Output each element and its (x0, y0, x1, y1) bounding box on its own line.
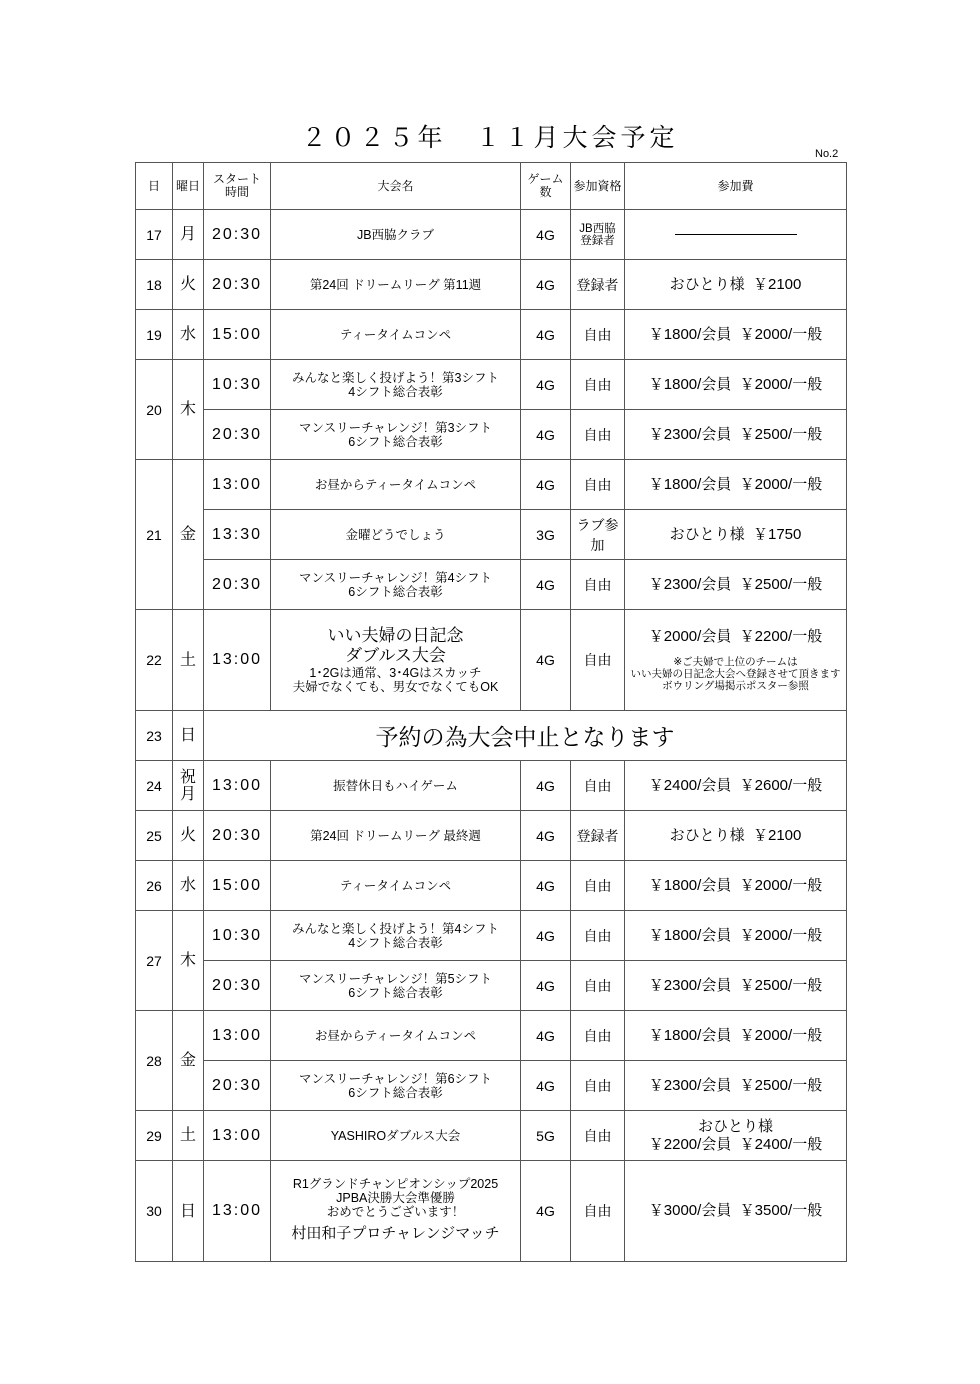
qualification: JB西脇 登録者 (571, 210, 625, 260)
game-count: 4G (521, 410, 571, 460)
header-day: 日 (136, 163, 173, 210)
qualification: 自由 (571, 310, 625, 360)
table-row (136, 360, 847, 410)
day-cell: 22 (136, 610, 173, 711)
event-name-line: マンスリーチャレンジ！第5シフト (298, 971, 493, 986)
header-name: 大会名 (271, 163, 521, 210)
weekday-cell: 水 (173, 310, 204, 360)
event-name-line: 6シフト総合表彰 (348, 434, 443, 449)
start-time: 20:30 (204, 560, 271, 610)
day-cell: 24 (136, 761, 173, 811)
table-row (136, 410, 847, 460)
fee-line: おひとり様 (697, 1117, 773, 1135)
day-cell: 30 (136, 1161, 173, 1262)
table-row (136, 210, 847, 260)
event-name-line: 振替休日もハイゲーム (333, 778, 458, 793)
start-time: 13:00 (204, 1011, 271, 1061)
header-games: ゲーム 数 (521, 163, 571, 210)
start-time: 10:30 (204, 360, 271, 410)
start-time: 20:30 (204, 1061, 271, 1111)
event-name-line: ダブルス大会 (345, 646, 446, 665)
qualification: 自由 (571, 911, 625, 961)
event-name-line: 4シフト総合表彰 (348, 384, 443, 399)
qualification: ラブ参加 (571, 510, 625, 560)
day-cell: 27 (136, 911, 173, 1011)
table-row (136, 510, 847, 560)
entry-fee (625, 1111, 847, 1161)
fee-line: ￥1800/会員 ￥2000/一般 (648, 475, 823, 493)
qualification: 自由 (571, 1111, 625, 1161)
event-name-line: お昼からティータイムコンペ (314, 1028, 477, 1043)
table-row (136, 260, 847, 310)
qualification: 自由 (571, 610, 625, 711)
entry-fee (625, 861, 847, 911)
entry-fee (625, 310, 847, 360)
fee-line: ￥1800/会員 ￥2000/一般 (648, 876, 823, 894)
start-time: 13:00 (204, 460, 271, 510)
entry-fee (625, 510, 847, 560)
table-row (136, 560, 847, 610)
day-cell: 20 (136, 360, 173, 460)
start-time: 13:30 (204, 510, 271, 560)
event-name (271, 961, 521, 1011)
fee-line: ￥3000/会員 ￥3500/一般 (648, 1202, 823, 1219)
event-name-line: マンスリーチャレンジ！第3シフト (298, 420, 493, 435)
event-name-line: ティータイムコンペ (339, 327, 452, 342)
day-cell: 21 (136, 460, 173, 610)
qualification: 自由 (571, 761, 625, 811)
start-time: 20:30 (204, 210, 271, 260)
event-name (271, 1061, 521, 1111)
event-name (271, 610, 521, 711)
game-count: 4G (521, 210, 571, 260)
fee-line: ￥2300/会員 ￥2500/一般 (648, 976, 823, 994)
qualification: 自由 (571, 460, 625, 510)
game-count: 4G (521, 560, 571, 610)
event-name (271, 811, 521, 861)
event-name-line: ティータイムコンペ (339, 878, 452, 893)
weekday-cell: 木 (173, 911, 204, 1011)
day-cell: 19 (136, 310, 173, 360)
game-count: 4G (521, 1161, 571, 1262)
event-name (271, 310, 521, 360)
fee-line: おひとり様 ￥2100 (669, 275, 802, 293)
fee-line: ￥2300/会員 ￥2500/一般 (648, 425, 823, 443)
event-name (271, 410, 521, 460)
weekday-cell: 金 (173, 460, 204, 610)
fee-line: ￥1800/会員 ￥2000/一般 (648, 375, 823, 393)
event-name-line: 1･2Gは通常、3･4Gはスカッチ (309, 666, 482, 680)
header-qualification: 参加資格 (571, 163, 625, 210)
event-name-line: 金曜どうでしょう (345, 527, 446, 542)
weekday-cell: 木 (173, 360, 204, 460)
entry-fee (625, 1061, 847, 1111)
weekday-cell: 金 (173, 1011, 204, 1111)
weekday-cell: 祝 月 (173, 761, 204, 811)
header-weekday: 曜日 (173, 163, 204, 210)
page-number: No.2 (815, 148, 839, 160)
game-count: 5G (521, 1111, 571, 1161)
fee-line: ￥2400/会員 ￥2600/一般 (648, 776, 823, 794)
fee-line: おひとり様 ￥2100 (669, 826, 802, 844)
start-time: 10:30 (204, 911, 271, 961)
table-row (136, 610, 847, 711)
qualification: 自由 (571, 410, 625, 460)
game-count: 4G (521, 310, 571, 360)
entry-fee (625, 1161, 847, 1262)
game-count: 4G (521, 911, 571, 961)
table-row (136, 1161, 847, 1262)
day-cell: 28 (136, 1011, 173, 1111)
fee-line: ※ご夫婦で上位のチームは (673, 656, 798, 668)
table-row (136, 961, 847, 1011)
fee-line: ￥2200/会員 ￥2400/一般 (648, 1135, 823, 1153)
day-cell: 18 (136, 260, 173, 310)
entry-fee (625, 811, 847, 861)
start-time: 15:00 (204, 310, 271, 360)
event-name-line: マンスリーチャレンジ！第6シフト (298, 1071, 493, 1086)
fee-line: ￥2000/会員 ￥2200/一般 (648, 628, 823, 645)
table-row (136, 761, 847, 811)
schedule-body (136, 210, 847, 1262)
game-count: 4G (521, 811, 571, 861)
fee-line: おひとり様 ￥1750 (669, 525, 802, 543)
entry-fee (625, 210, 847, 260)
entry-fee (625, 410, 847, 460)
entry-fee (625, 1011, 847, 1061)
table-row (136, 1011, 847, 1061)
game-count: 4G (521, 761, 571, 811)
start-time: 13:00 (204, 1111, 271, 1161)
weekday-cell: 火 (173, 260, 204, 310)
event-name-line: 第24回 ドリームリーグ 最終週 (310, 828, 481, 843)
event-name (271, 1161, 521, 1262)
fee-line: ￥1800/会員 ￥2000/一般 (648, 325, 823, 343)
game-count: 4G (521, 861, 571, 911)
event-name (271, 1111, 521, 1161)
table-row (136, 911, 847, 961)
qualification: 登録者 (571, 811, 625, 861)
page-title: ２０２５年 １１月大会予定 (301, 124, 679, 152)
entry-fee (625, 360, 847, 410)
weekday-cell: 土 (173, 1111, 204, 1161)
cancellation-notice: 予約の為大会中止となります (204, 711, 847, 761)
entry-fee (625, 761, 847, 811)
event-name-line: YASHIROダブルス大会 (330, 1128, 461, 1143)
start-time: 20:30 (204, 961, 271, 1011)
event-name-line: マンスリーチャレンジ！第4シフト (298, 570, 493, 585)
weekday-cell: 土 (173, 610, 204, 711)
event-name-line: みんなと楽しく投げよう！第3シフト (292, 370, 499, 385)
fee-line: いい夫婦の日記念大会へ登録させて頂きます (630, 668, 841, 680)
weekday-cell: 月 (173, 210, 204, 260)
event-name (271, 510, 521, 560)
table-row (136, 711, 847, 761)
start-time: 13:00 (204, 1161, 271, 1262)
weekday-cell: 日 (173, 711, 204, 761)
start-time: 13:00 (204, 761, 271, 811)
entry-fee (625, 460, 847, 510)
event-name-line: みんなと楽しく投げよう！第4シフト (292, 921, 499, 936)
game-count: 4G (521, 360, 571, 410)
event-name-line: 6シフト総合表彰 (348, 985, 443, 1000)
start-time: 20:30 (204, 811, 271, 861)
event-name (271, 861, 521, 911)
fee-line: ￥1800/会員 ￥2000/一般 (648, 926, 823, 944)
table-row (136, 1111, 847, 1161)
table-row (136, 861, 847, 911)
qualification: 自由 (571, 961, 625, 1011)
event-name (271, 460, 521, 510)
qualification: 自由 (571, 360, 625, 410)
dash-line (675, 234, 797, 235)
event-name-line: 6シフト総合表彰 (348, 1085, 443, 1100)
fee-line: ￥1800/会員 ￥2000/一般 (648, 1026, 823, 1044)
table-row (136, 460, 847, 510)
entry-fee (625, 260, 847, 310)
entry-fee (625, 961, 847, 1011)
qualification: 自由 (571, 1161, 625, 1262)
game-count: 4G (521, 610, 571, 711)
weekday-cell: 水 (173, 861, 204, 911)
header-row (136, 163, 847, 210)
event-name (271, 761, 521, 811)
event-name-line: R1グランドチャンピオンシップ2025 (292, 1177, 499, 1191)
event-name (271, 210, 521, 260)
event-name (271, 360, 521, 410)
day-cell: 23 (136, 711, 173, 761)
event-name (271, 911, 521, 961)
day-cell: 26 (136, 861, 173, 911)
fee-line: ￥2300/会員 ￥2500/一般 (648, 575, 823, 593)
entry-fee (625, 560, 847, 610)
header-fee: 参加費 (625, 163, 847, 210)
game-count: 4G (521, 460, 571, 510)
event-name-line: いい夫婦の日記念 (327, 626, 464, 645)
event-name-line: 村田和子プロチャレンジマッチ (291, 1225, 500, 1242)
game-count: 4G (521, 260, 571, 310)
start-time: 20:30 (204, 260, 271, 310)
qualification: 自由 (571, 861, 625, 911)
qualification: 登録者 (571, 260, 625, 310)
table-row (136, 811, 847, 861)
event-name-line: 第24回 ドリームリーグ 第11週 (309, 277, 482, 292)
fee-line: ボウリング場掲示ポスター参照 (662, 680, 809, 692)
table-row (136, 310, 847, 360)
fee-line: ￥2300/会員 ￥2500/一般 (648, 1076, 823, 1094)
qualification: 自由 (571, 560, 625, 610)
entry-fee (625, 911, 847, 961)
event-name-line: 4シフト総合表彰 (348, 935, 443, 950)
event-name-line: おめでとうございます！ (326, 1205, 465, 1219)
day-cell: 29 (136, 1111, 173, 1161)
day-cell: 25 (136, 811, 173, 861)
event-name-line: お昼からティータイムコンペ (314, 477, 477, 492)
event-name-line: 夫婦でなくても、男女でなくてもOK (292, 680, 499, 694)
event-name (271, 1011, 521, 1061)
event-name-line: JPBA決勝大会準優勝 (336, 1191, 455, 1205)
start-time: 13:00 (204, 610, 271, 711)
day-cell: 17 (136, 210, 173, 260)
start-time: 15:00 (204, 861, 271, 911)
schedule-table (135, 162, 847, 1262)
event-name (271, 260, 521, 310)
event-name (271, 560, 521, 610)
game-count: 3G (521, 510, 571, 560)
game-count: 4G (521, 1011, 571, 1061)
event-name-line: 6シフト総合表彰 (348, 584, 443, 599)
entry-fee (625, 610, 847, 711)
qualification: 自由 (571, 1011, 625, 1061)
weekday-cell: 日 (173, 1161, 204, 1262)
table-row (136, 1061, 847, 1111)
start-time: 20:30 (204, 410, 271, 460)
weekday-cell: 火 (173, 811, 204, 861)
qualification: 自由 (571, 1061, 625, 1111)
game-count: 4G (521, 961, 571, 1011)
event-name-line: JB西脇クラブ (356, 227, 435, 242)
game-count: 4G (521, 1061, 571, 1111)
header-start-time: スタート 時間 (204, 163, 271, 210)
